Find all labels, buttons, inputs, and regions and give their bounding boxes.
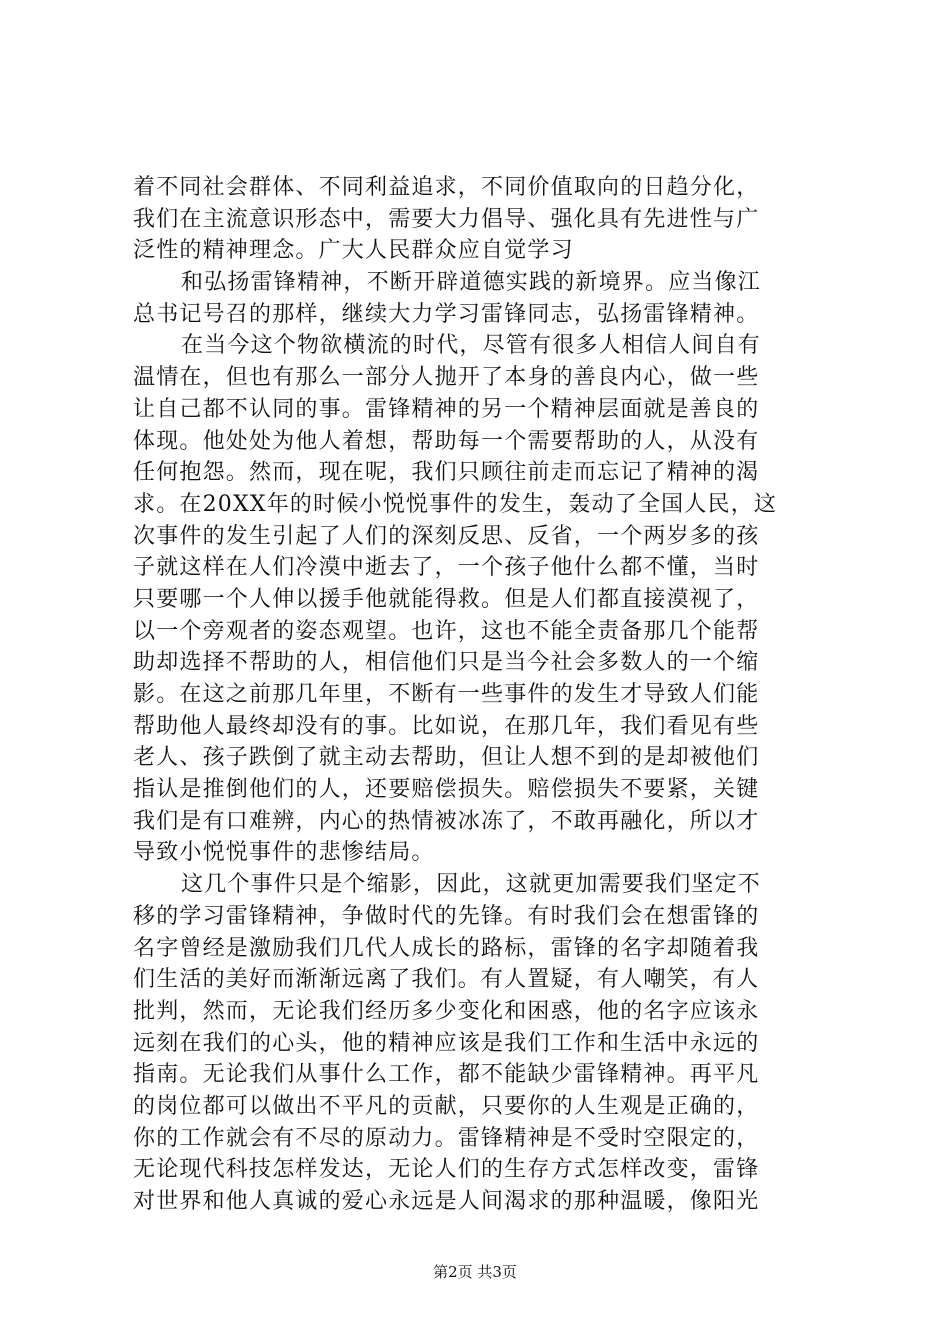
text-line: 对世界和他人真诚的爱心永远是人间渴求的那种温暖，像阳光 [133, 1189, 760, 1214]
document-body [133, 172, 817, 1218]
text-line: 以一个旁观者的姿态观望。也许，这也不能全责备那几个能帮 [133, 618, 760, 644]
text-line: 远刻在我们的心头，他的精神应该是我们工作和生活中永远的 [133, 1030, 760, 1056]
text-line: 在当今这个物欲横流的时代，尽管有很多人相信人间自有 [181, 333, 762, 359]
text-line: 导致小悦悦事件的悲惨结局。 [133, 840, 435, 866]
text-line: 任何抱怨。然而，现在呢，我们只顾往前走而忘记了精神的渴 [133, 460, 760, 486]
text-line: 名字曾经是激励我们几代人成长的路标，雷锋的名字却随着我 [133, 935, 760, 961]
text-line: 求。在20XX年的时候小悦悦事件的发生，轰动了全国人民，这 [133, 491, 778, 517]
text-line: 子就这样在人们冷漠中逝去了，一个孩子他什么都不懂，当时 [133, 555, 760, 581]
text-line: 体现。他处处为他人着想，帮助每一个需要帮助的人，从没有 [133, 428, 760, 454]
text-line: 我们在主流意识形态中，需要大力倡导、强化具有先进性与广 [133, 206, 760, 232]
text-line: 着不同社会群体、不同利益追求，不同价值取向的日趋分化， [133, 175, 760, 200]
text-line: 的岗位都可以做出不平凡的贡献，只要你的人生观是正确的， [133, 1093, 760, 1119]
text-line: 泛性的精神理念。广大人民群众应自觉学习 [133, 238, 574, 264]
text-line: 批判，然而，无论我们经历多少变化和困惑，他的名字应该永 [133, 998, 760, 1024]
text-line: 帮助他人最终却没有的事。比如说，在那几年，我们看见有些 [133, 713, 760, 739]
text-line: 影。在这之前那几年里，不断有一些事件的发生才导致人们能 [133, 682, 760, 707]
text-line: 我们是有口难辨，内心的热情被冰冻了，不敢再融化，所以才 [133, 808, 760, 834]
text-line: 指南。无论我们从事什么工作，都不能缺少雷锋精神。再平凡 [133, 1062, 760, 1088]
text-line: 这几个事件只是个缩影，因此，这就更加需要我们坚定不 [181, 872, 762, 898]
text-line: 你的工作就会有不尽的原动力。雷锋精神是不受时空限定的， [133, 1125, 760, 1151]
text-line: 无论现代科技怎样发达，无论人们的生存方式怎样改变，雷锋 [133, 1157, 760, 1183]
text-line: 温情在，但也有那么一部分人抛开了本身的善良内心，做一些 [133, 365, 760, 391]
page-footer: 第2页 共3页 [433, 1263, 517, 1281]
text-line: 助却选择不帮助的人，相信他们只是当今社会多数人的一个缩 [133, 650, 760, 676]
text-line: 移的学习雷锋精神，争做时代的先锋。有时我们会在想雷锋的 [133, 903, 760, 929]
text-line: 只要哪一个人伸以援手他就能得救。但是人们都直接漠视了， [133, 586, 760, 612]
text-line: 指认是推倒他们的人，还要赔偿损失。赔偿损失不要紧，关键 [133, 777, 760, 803]
text-line: 们生活的美好而渐渐远离了我们。有人置疑，有人嘲笑，有人 [133, 967, 760, 993]
text-line: 总书记号召的那样，继续大力学习雷锋同志，弘扬雷锋精神。 [133, 301, 760, 327]
text-line: 和弘扬雷锋精神，不断开辟道德实践的新境界。应当像江 [181, 270, 762, 296]
text-line: 老人、孩子跌倒了就主动去帮助，但让人想不到的是却被他们 [133, 745, 760, 771]
text-line: 让自己都不认同的事。雷锋精神的另一个精神层面就是善良的 [133, 396, 760, 422]
text-line: 次事件的发生引起了人们的深刻反思、反省，一个两岁多的孩 [133, 523, 760, 549]
